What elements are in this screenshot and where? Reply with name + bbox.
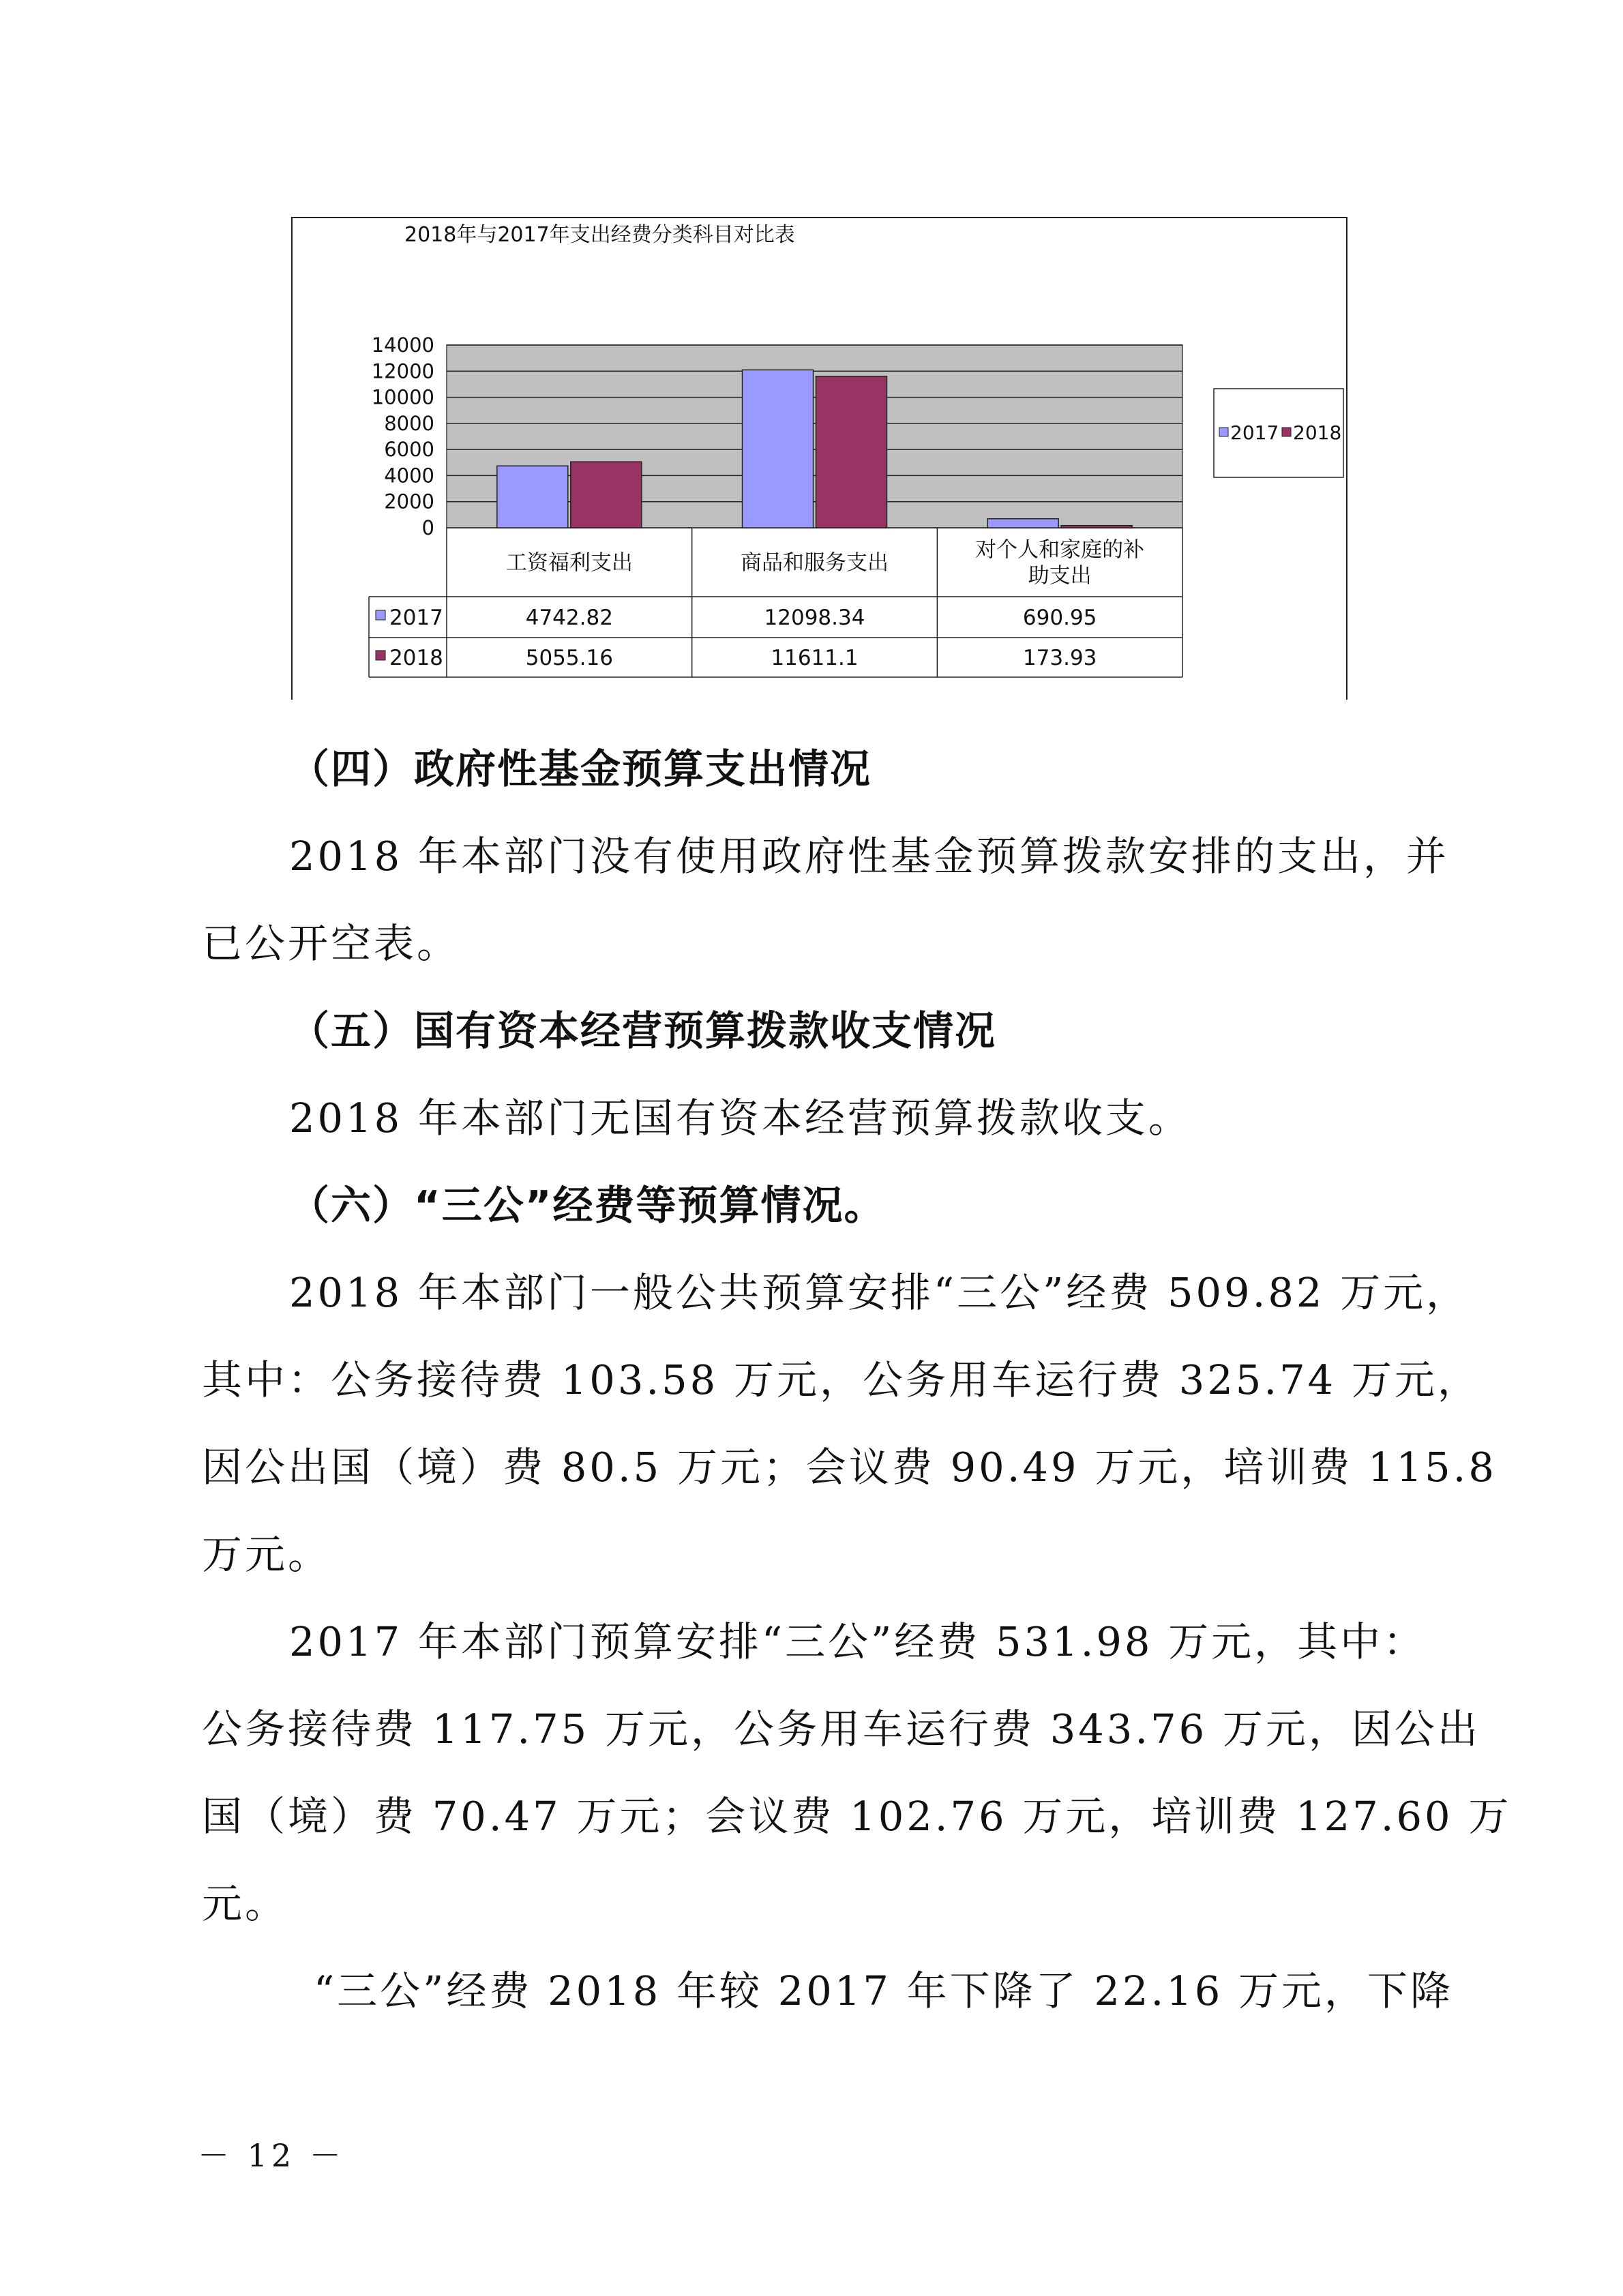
paragraph-line: 2018 年本部门一般公共预算安排“三公”经费 509.82 万元， <box>289 1269 1470 1316</box>
legend-swatch-2018 <box>1282 428 1291 436</box>
bar-2017-2 <box>743 370 814 528</box>
paragraph-line: 2017 年本部门预算安排“三公”经费 531.98 万元，其中： <box>289 1618 1427 1665</box>
category-label: 助支出 <box>1028 563 1092 588</box>
legend-label: 2017 <box>1230 421 1279 444</box>
paragraph-line: 2018 年本部门没有使用政府性基金预算拨款安排的支出，并 <box>289 833 1449 880</box>
paragraph-line: 因公出国（境）费 80.5 万元；会议费 90.49 万元，培训费 115.8 <box>202 1444 1497 1491</box>
chart-data-table <box>369 528 1182 677</box>
paragraph-line: 已公开空表。 <box>202 920 460 967</box>
chart-y-axis <box>372 333 434 539</box>
series-name: 2017 <box>389 606 443 630</box>
paragraph-line: 万元。 <box>202 1531 331 1578</box>
section-heading-5: （五）国有资本经营预算拨款收支情况 <box>289 1007 997 1054</box>
bar-2018-2 <box>816 376 887 528</box>
y-tick-label: 4000 <box>384 464 434 488</box>
y-tick-label: 2000 <box>384 490 434 513</box>
bar-2017-1 <box>497 466 568 528</box>
paragraph-line: 国（境）费 70.47 万元；会议费 102.76 万元，培训费 127.60 万 <box>202 1793 1512 1840</box>
y-tick-label: 14000 <box>371 333 434 357</box>
category-label: 对个人和家庭的补 <box>975 537 1145 563</box>
data-label: 5055.16 <box>525 646 613 670</box>
section-heading-6: （六）“三公”经费等预算情况。 <box>289 1182 886 1229</box>
y-tick-label: 10000 <box>371 385 434 409</box>
legend-swatch-2017 <box>1219 428 1228 436</box>
paragraph-line: “三公”经费 2018 年较 2017 年下降了 22.16 万元，下降 <box>314 1967 1454 2014</box>
section-heading-4: （四）政府性基金预算支出情况 <box>289 745 872 792</box>
paragraph-line: 元。 <box>202 1880 288 1927</box>
chart-legend <box>1214 389 1343 477</box>
y-tick-label: 8000 <box>384 411 434 435</box>
category-label: 商品和服务支出 <box>741 550 889 576</box>
paragraph-line: 其中：公务接待费 103.58 万元，公务用车运行费 325.74 万元， <box>202 1356 1480 1403</box>
data-label: 11611.1 <box>771 646 859 670</box>
data-label: 690.95 <box>1022 606 1097 630</box>
chart-title: 2018年与2017年支出经费分类科目对比表 <box>404 223 795 247</box>
bar-2017-3 <box>987 519 1058 528</box>
data-label: 12098.34 <box>764 606 865 630</box>
series-key-2017 <box>376 610 385 620</box>
data-label: 173.93 <box>1022 646 1097 670</box>
paragraph-line: 公务接待费 117.75 万元，公务用车运行费 343.76 万元，因公出 <box>202 1705 1480 1753</box>
y-tick-label: 0 <box>421 516 434 539</box>
bar-2018-1 <box>571 462 642 528</box>
paragraph-line: 2018 年本部门无国有资本经营预算拨款收支。 <box>289 1094 1191 1142</box>
y-tick-label: 12000 <box>371 359 434 383</box>
series-key-2018 <box>376 651 385 660</box>
legend-label: 2018 <box>1293 421 1342 444</box>
chart-frame <box>291 217 1347 700</box>
bar-2018-3 <box>1061 526 1132 528</box>
page-number: － 12 － <box>198 2137 345 2174</box>
y-tick-label: 6000 <box>384 438 434 462</box>
series-name: 2018 <box>389 646 443 670</box>
expenditure-comparison-chart <box>293 218 1349 701</box>
category-label: 工资福利支出 <box>505 550 633 576</box>
data-label: 4742.82 <box>525 606 613 630</box>
